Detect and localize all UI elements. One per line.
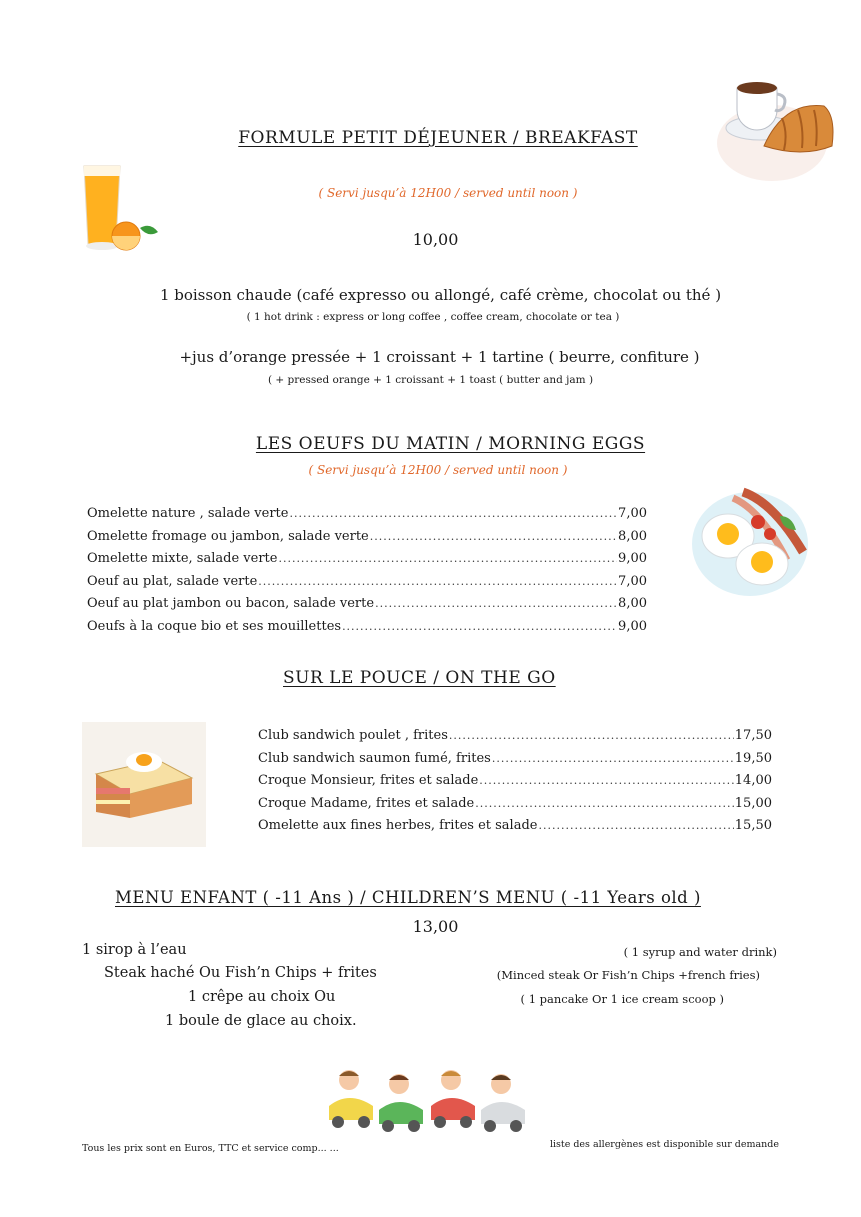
leader-dots bbox=[479, 773, 734, 788]
menu-item-price: 7,00 bbox=[618, 573, 647, 589]
breakfast-hot-drink: 1 boisson chaude (café expresso ou allongé, café crème, chocolat ou thé ) bbox=[159, 286, 722, 304]
menu-item bbox=[87, 596, 647, 619]
breakfast-hot-drink-en: ( 1 hot drink : express or long coffee , coffee cream, chocolate or tea ) bbox=[246, 311, 620, 323]
menu-item bbox=[87, 506, 647, 529]
kids-cars-illustration bbox=[327, 1066, 532, 1136]
leader-dots bbox=[475, 796, 734, 811]
eggs-title: LES OEUFS DU MATIN / MORNING EGGS bbox=[255, 434, 646, 454]
menu-item-price: 15,00 bbox=[734, 795, 772, 811]
menu-item-name: Omelette mixte, salade verte bbox=[87, 551, 278, 566]
croque-sandwich-illustration bbox=[82, 722, 206, 847]
footer-allergens-note: liste des allergènes est disponible sur demande bbox=[549, 1139, 779, 1150]
breakfast-price: 10,00 bbox=[412, 230, 459, 249]
kids-item-main-en: (Minced steak Or Fish’n Chips +french fries) bbox=[496, 968, 760, 982]
menu-item-price: 9,00 bbox=[618, 551, 647, 566]
menu-item bbox=[87, 529, 647, 552]
menu-item bbox=[258, 751, 772, 774]
menu-item-name: Omelette fromage ou jambon, salade verte bbox=[87, 528, 369, 544]
menu-item-name: Croque Monsieur, frites et salade bbox=[258, 773, 479, 788]
menu-item bbox=[87, 551, 647, 574]
menu-item-price: 9,00 bbox=[618, 618, 647, 634]
menu-item-name: Croque Madame, frites et salade bbox=[258, 795, 475, 811]
menu-item-name: Oeufs à la coque bio et ses mouillettes bbox=[87, 618, 342, 634]
leader-dots bbox=[538, 818, 733, 833]
menu-item bbox=[258, 773, 772, 796]
kids-item-drink-en: ( 1 syrup and water drink) bbox=[623, 945, 777, 959]
leader-dots bbox=[278, 551, 617, 566]
menu-item bbox=[87, 574, 647, 597]
breakfast-title: FORMULE PETIT DÉJEUNER / BREAKFAST bbox=[238, 128, 638, 148]
kids-item-dessert-en: ( 1 pancake Or 1 ice cream scoop ) bbox=[520, 992, 724, 1006]
menu-item-name: Oeuf au plat jambon ou bacon, salade verte bbox=[87, 596, 375, 611]
menu-item-price: 14,00 bbox=[734, 773, 772, 788]
kids-price: 13,00 bbox=[412, 917, 459, 936]
leader-dots bbox=[449, 728, 734, 743]
leader-dots bbox=[289, 506, 617, 521]
eggs-menu-list bbox=[87, 506, 647, 641]
eggs-serving-note: ( Servi jusqu’à 12H00 / served until noon ) bbox=[308, 463, 568, 477]
kids-item-ice-cream: 1 boule de glace au choix. bbox=[165, 1013, 357, 1029]
menu-item-price: 15,50 bbox=[734, 818, 772, 833]
breakfast-extras-en: ( + pressed orange + 1 croissant + 1 toast ( butter and jam ) bbox=[267, 374, 594, 386]
leader-dots bbox=[342, 619, 617, 634]
leader-dots bbox=[492, 751, 734, 766]
menu-item-name: Club sandwich saumon fumé, frites bbox=[258, 750, 491, 766]
menu-item bbox=[87, 619, 647, 642]
onthego-title: SUR LE POUCE / ON THE GO bbox=[283, 668, 556, 688]
menu-item-price: 19,50 bbox=[734, 750, 772, 766]
kids-title: MENU ENFANT ( -11 Ans ) / CHILDREN’S MENU ( -11 Years old ) bbox=[115, 888, 701, 907]
kids-item-main: Steak haché Ou Fish’n Chips + frites bbox=[104, 965, 377, 981]
kids-item-dessert-choice: 1 crêpe au choix Ou bbox=[188, 989, 336, 1005]
breakfast-serving-note: ( Servi jusqu’à 12H00 / served until noon ) bbox=[318, 186, 578, 200]
menu-item-name: Omelette aux fines herbes, frites et salade bbox=[258, 818, 538, 833]
footer-prices-note: Tous les prix sont en Euros, TTC et service comp... ... bbox=[82, 1143, 339, 1154]
leader-dots bbox=[375, 596, 617, 611]
menu-item-price: 7,00 bbox=[618, 506, 647, 521]
leader-dots bbox=[370, 529, 617, 544]
leader-dots bbox=[258, 574, 617, 589]
menu-item-name: Club sandwich poulet , frites bbox=[258, 728, 448, 743]
menu-item-name: Omelette nature , salade verte bbox=[87, 506, 289, 521]
menu-item-price: 8,00 bbox=[618, 528, 647, 544]
menu-item-name: Oeuf au plat, salade verte bbox=[87, 573, 258, 589]
menu-item bbox=[258, 728, 772, 751]
eggs-bacon-illustration bbox=[688, 480, 813, 602]
onthego-menu-list bbox=[258, 728, 772, 841]
menu-item-price: 8,00 bbox=[618, 596, 647, 611]
menu-item bbox=[258, 818, 772, 841]
kids-item-drink: 1 sirop à l’eau bbox=[82, 942, 187, 958]
menu-item-price: 17,50 bbox=[734, 728, 772, 743]
menu-item bbox=[258, 796, 772, 819]
breakfast-extras: +jus d’orange pressée + 1 croissant + 1 tartine ( beurre, confiture ) bbox=[179, 348, 700, 366]
